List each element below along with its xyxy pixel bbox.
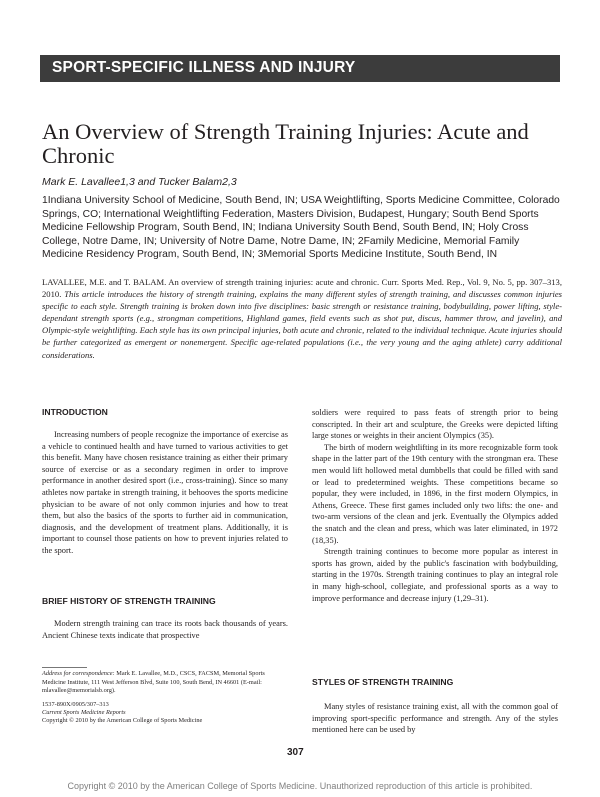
- issn: 1537-890X/0905/307–313: [42, 701, 109, 708]
- left-column-intro: [42, 429, 288, 557]
- introduction-heading: INTRODUCTION: [42, 407, 108, 417]
- right-column-history: [312, 407, 558, 604]
- abstract: [42, 276, 562, 361]
- footnote-divider: [42, 667, 87, 668]
- introduction-paragraph: Increasing numbers of people recognize the importance of exercise as a vehicle to continued health and have turned to various activities to get this benefit. Many have chosen resistance training as either their primary source of exercise or as a secondary regimen in order to improve performance in another desired sport (i.e., cross-training). Since so many athletes now partake in strength training, it behooves the sports medicine physician to be aware of not only common injuries and how to treat them, but also the basics of the sports to further aid in communication, diagnosis, and the development of treatment plans. Additionally, it is important to counsel those patients on how to prevent injuries related to the sport.: [42, 430, 288, 555]
- right-column-styles: [312, 701, 558, 736]
- section-banner: [40, 55, 560, 82]
- copyright-footer: Copyright © 2010 by the American College of Sports Medicine. Unauthorized reproduction of this article is prohibited.: [67, 781, 533, 791]
- styles-paragraph: Many styles of resistance training exist, all with the common goal of improving sport-specific performance and strength. Any of the styles mentioned here can be used by: [312, 702, 558, 735]
- publication-info: [42, 701, 202, 726]
- history-paragraph-3: Strength training continues to become more popular as interest in sports has grown, aided by the public's fascination with bodybuilding, starting in the 1970s. Strength training continues to play an integral role in many high-school, collegiate, and professional sports as a way to improve performance and decrease injury (1,29–31).: [312, 547, 558, 603]
- history-paragraph: Modern strength training can trace its roots back thousands of years. Ancient Chinese texts indicate that prospective: [42, 619, 288, 640]
- journal-name: Current Sports Medicine Reports: [42, 709, 126, 717]
- left-column-history: [42, 618, 288, 641]
- article-title: An Overview of Strength Training Injuries: Acute and Chronic: [42, 119, 529, 168]
- section-banner-label: SPORT-SPECIFIC ILLNESS AND INJURY: [52, 59, 356, 76]
- article-authors: Mark E. Lavallee1,3 and Tucker Balam2,3: [42, 176, 237, 188]
- abstract-body: This article introduces the history of strength training, explains the many different styles of strength training, and discusses common injuries specific to each style. Strength training is broken down into five disciplines: basic strength or resistance training, bodybuilding, power lifting, style-dependant strength sports (e.g., strongman competitions, Highland games, field events such as shot put, discus, hammer throw, and javelin), and Olympic-style weightlifting. Each style has its own principal injuries, both acute and chronic, related to the individual technique. Acute injuries should be further categorized as emergent or nonemergent. Specific age-related populations (i.e., the very young and the aging athlete) carry additional considerations.: [42, 289, 562, 360]
- history-paragraph-2: The birth of modern weightlifting in its more recognizable form took shape in the latter part of the 19th century with the strongman era. These men would lift hollowed metal dumbbells that could be filled with sand or lead to predetermined weights. These competitions became so popular, they were included, in 1896, in the first modern Olympics, in Athens, Greece. These first games included only two lifts: the one- and two-arm versions of the clean and jerk. Eventually the Olympics added the snatch and the clean and press, which was later eliminated, in 1972 (18,35).: [312, 442, 558, 545]
- styles-heading: STYLES OF STRENGTH TRAINING: [312, 677, 454, 687]
- publication-copyright: Copyright © 2010 by the American College of Sports Medicine: [42, 717, 203, 725]
- author-affiliations: 1Indiana University School of Medicine, South Bend, IN; USA Weightlifting, Sports Medicine Committee, Colorado Springs, CO; International Weightlifting Federation, Masters Division, Budapest, Hungary; South Bend Sports Medicine Fellowship Program, South Bend, IN; Indiana University South Bend, South Bend, IN; Holy Cross College, Notre Dame, IN; University of Notre Dame, Notre Dame, IN; 2Family Medicine, Memorial Family Medicine Residency Program, South Bend, IN; 3Memorial Sports Medicine Institute, South Bend, IN: [42, 195, 560, 261]
- history-heading: BRIEF HISTORY OF STRENGTH TRAINING: [42, 596, 216, 606]
- abstract-citation: LAVALLEE, M.E. and T. BALAM. An overview of strength training injuries: acute and chronic. Curr. Sports Med. Rep., Vol. 9, No. 5, pp. 307–313, 2010.: [42, 277, 562, 300]
- correspondence-label: Address for correspondence:: [42, 670, 115, 677]
- history-paragraph-continued: soldiers were required to pass feats of strength prior to being conscripted. In their art and sculpture, the Greeks were depicted lifting large stones or weights in their ancient Olympics (35).: [312, 408, 558, 441]
- correspondence-text: Mark E. Lavallee, M.D., CSCS, FACSM, Memorial Sports Medicine Institute, 111 West Jefferson Blvd, Suite 100, South Bend, IN 46601 (E-mail: mlavallee@memorialsb.org).: [42, 670, 265, 695]
- correspondence-note: [42, 670, 288, 696]
- page-number: 307: [287, 747, 304, 758]
